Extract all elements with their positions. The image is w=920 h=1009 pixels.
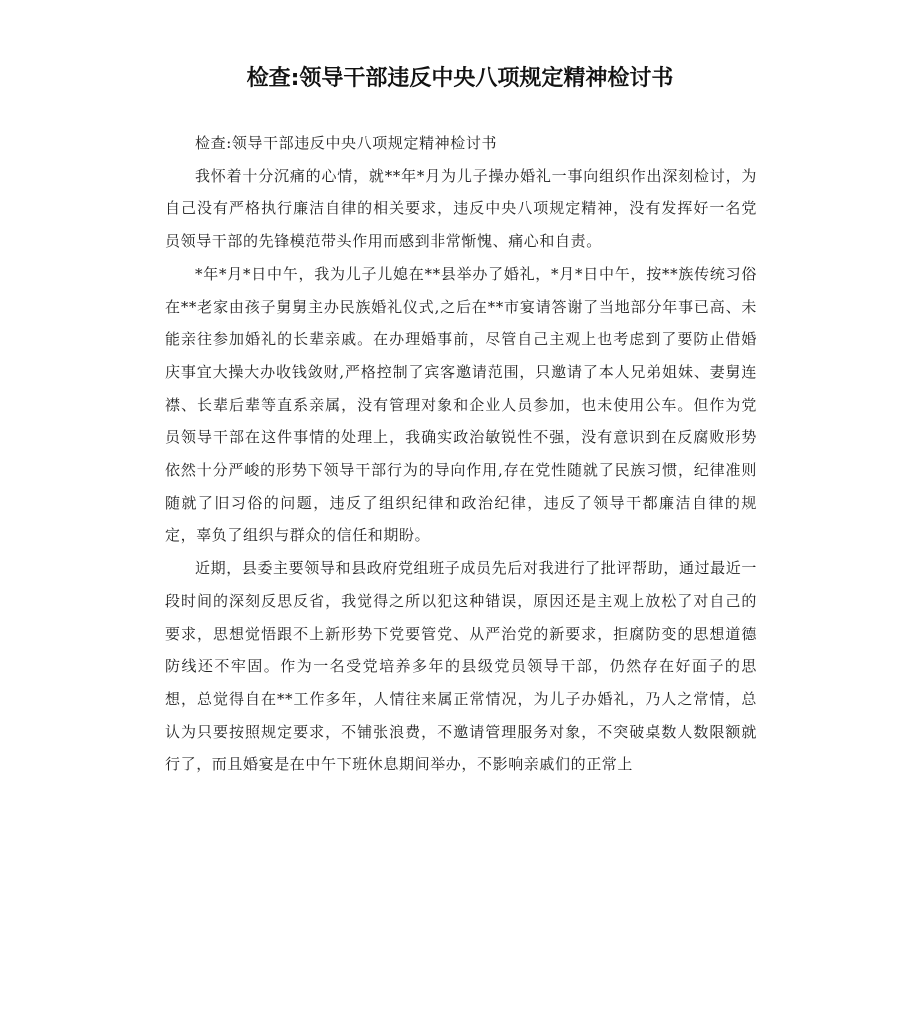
body-paragraph: 检查:领导干部违反中央八项规定精神检讨书: [195, 134, 498, 152]
body-paragraph: *年*月*日中午，我为儿子儿媳在**县举办了婚礼，*月*日中午，按**族传统习俗在**老家由孩子舅舅主办民族婚礼仪式,之后在**市宴请答谢了当地部分年事已高、未能亲往参加婚礼的长辈亲戚。在办理婚事前，尽管自己主观上也考虑到了要防止借婚庆事宜大操大办收钱敛财,严格控制了宾客邀请范围，只邀请了本人兄弟姐妹、妻舅连襟、长辈后辈等直系亲属，没有管理对象和企业人员参加，也未使用公车。但作为党员领导干部在这件事情的处理上，我确实政治敏锐性不强，没有意识到在反腐败形势依然十分严峻的形势下领导干部行为的导向作用,存在党性随就了民族习惯，纪律准则随就了旧习俗的问题，违反了组织纪律和政治纪律，违反了领导干都廉洁自律的规定，辜负了组织与群众的信任和期盼。: [165, 264, 757, 545]
body-paragraph: 近期，县委主要领导和县政府党组班子成员先后对我进行了批评帮助，通过最近一段时间的深刻反思反省，我觉得之所以犯这种错误，原因还是主观上放松了对自己的要求，思想觉悟跟不上新形势下党要管党、从严治党的新要求，拒腐防变的思想道德防线还不牢固。作为一名受党培养多年的县级党员领导干部，仍然存在好面子的思想，总觉得自在**工作多年，人情往来属正常情况，为儿子办婚礼，乃人之常情，总认为只要按照规定要求，不铺张浪费，不邀请管理服务对象，不突破桌数人数限额就行了，而且婚宴是在中午下班休息期间举办，不影响亲戚们的正常上: [165, 559, 757, 774]
body-paragraph: 我怀着十分沉痛的心情，就**年*月为儿子操办婚礼一事向组织作出深刻检讨，为自己没有严格执行廉洁自律的相关要求，违反中央八项规定精神，没有发挥好一名党员领导干部的先锋模范带头作用而感到非常惭愧、痛心和自责。: [165, 166, 757, 251]
document-title: 检查:领导干部违反中央八项规定精神检讨书: [246, 66, 674, 91]
document-body: [165, 127, 757, 781]
